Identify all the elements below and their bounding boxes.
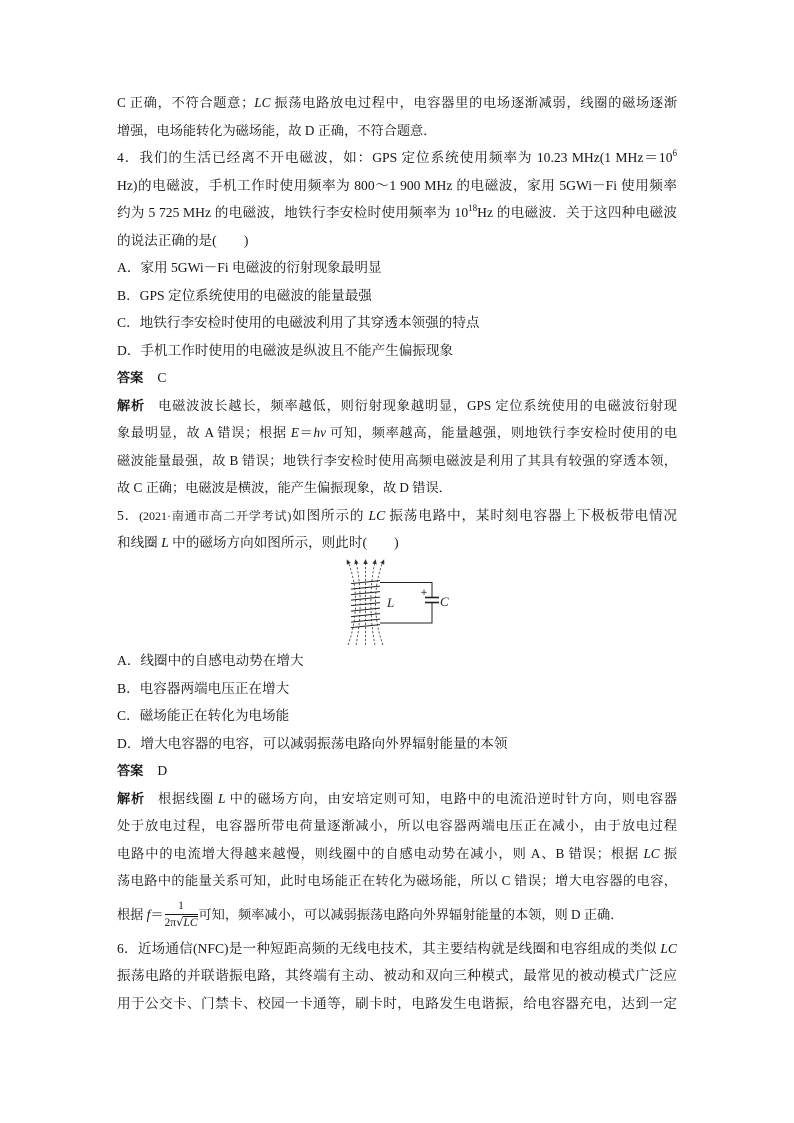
- math-symbol-l: L: [218, 790, 226, 806]
- analysis-line: [117, 419, 677, 447]
- text-run: C 正确，不符合题意；: [117, 95, 255, 110]
- question-3-analysis-continuation: [117, 89, 677, 144]
- text-run: 振: [659, 845, 678, 861]
- analysis-line: 荡电路中的能量关系可知，此时电场能正在转化为磁场能，所以 C 错误；增大电容器的电容，: [117, 873, 677, 888]
- denominator-coefficient: 2π: [164, 917, 177, 930]
- text-run: 中的磁场方向，由安培定则可知，电路中的电流沿逆时针方向，则电容器: [225, 790, 678, 806]
- question-6-stem: [117, 935, 677, 1018]
- text-run: 可知，频率越高，能量越强，则地铁行李安检时使用的电: [326, 425, 678, 440]
- math-symbol-lc: LC: [643, 845, 660, 861]
- analysis-line: 增强，电场能转化为磁场能，故 D 正确，不符合题意．: [117, 122, 437, 138]
- fraction-numerator: 1: [165, 900, 198, 915]
- math-symbol-e: E: [290, 425, 299, 440]
- superscript-exponent: 6: [672, 148, 677, 158]
- question-4-answer-line: [117, 364, 677, 392]
- question-stem-line: 振荡电路的并联谐振电路，其终端有主动、被动和双向三种模式，最常见的被动模式广泛应: [117, 968, 677, 983]
- question-4-option-b: B．GPS 定位系统使用的电磁波的能量最强: [117, 287, 372, 303]
- field-line: [348, 562, 356, 645]
- field-line: [356, 562, 360, 645]
- question-4-analysis: [117, 392, 677, 502]
- question-stem-line: [117, 935, 677, 963]
- question-number: 5．: [117, 507, 140, 523]
- equals-sign: ＝: [298, 425, 314, 440]
- text-run: 电路中的电流增大得越来越慢，则线圈中的自感电动势在减小，则 A、B 错误；根据: [117, 845, 644, 861]
- question-5-option-b: B．电容器两端电压正在增大: [117, 680, 290, 696]
- text-run: 根据线圈: [158, 790, 219, 806]
- question-stem-line: [117, 502, 677, 530]
- capacitor-plus-sign: +: [420, 587, 428, 598]
- question-4-stem: [117, 144, 677, 254]
- analysis-line: 磁波能量最强，故 B 错误；地铁行李安检时使用高频电磁波是利用了其具有较强的穿透本领，: [117, 452, 677, 468]
- frequency-formula-fraction: [165, 900, 198, 930]
- analysis-formula-line: [117, 895, 677, 935]
- analysis-line: [117, 840, 677, 868]
- text-run: 振荡电路放电过程中，电容器里的电场逐渐减弱，线圈的磁场逐渐: [270, 95, 678, 110]
- text-run: 可知，频率减小，可以减弱振荡电路向外界辐射能量的本领，则 D 正确．: [198, 906, 624, 922]
- text-run: 中的磁场方向如图所示，则此时( ): [168, 535, 399, 550]
- question-stem-line: [117, 199, 677, 227]
- question-5-stem: [117, 502, 677, 557]
- fraction-denominator: [165, 915, 198, 930]
- equals-sign: ＝: [150, 906, 164, 922]
- text-run: 6．近场通信(NFC)是一种短距高频的无线电技术，其主要结构就是线圈和电容组成的类似: [117, 940, 661, 956]
- question-5-analysis: [117, 785, 677, 935]
- math-symbol-l: L: [161, 535, 169, 550]
- answer-value: D: [157, 763, 168, 778]
- analysis-line: 故 C 正确；电磁波是横波，能产生偏振现象，故 D 错误．: [117, 480, 452, 495]
- text-run: 如图所示的: [291, 507, 369, 523]
- question-5-option-a: A．线圈中的自感电动势在增大: [117, 653, 304, 668]
- question-stem-line: 用于公交卡、门禁卡、校园一卡通等，刷卡时，电路发生电谐振，给电容器充电，达到一定: [117, 995, 677, 1011]
- radicand: LC: [183, 917, 198, 930]
- question-4-option-c: C．地铁行李安检时使用的电磁波利用了其穿透本领强的特点: [117, 315, 480, 330]
- question-stem-line: [117, 529, 677, 557]
- text-run: 根据: [117, 906, 147, 922]
- magnetic-field-lines: [348, 562, 383, 645]
- text-run: 象最明显，故 A 错误；根据: [117, 425, 291, 440]
- analysis-label: 解析: [117, 791, 146, 807]
- coil-label: L: [387, 594, 395, 610]
- lc-circuit-figure: [117, 557, 677, 648]
- answer-value: C: [157, 370, 167, 385]
- text-run: Hz 的电磁波．关于这四种电磁波: [477, 205, 677, 220]
- field-line: [376, 562, 384, 645]
- question-5-answer-line: [117, 757, 677, 785]
- text-run: 电磁波波长越长，频率越低，则衍射现象越明显，GPS 定位系统使用的电磁波衍射现: [158, 397, 677, 413]
- question-stem-line: [117, 144, 677, 172]
- text-run: 约为 5 725 MHz 的电磁波，地铁行李安检时使用频率为 10: [117, 205, 469, 220]
- math-symbol-lc: LC: [660, 940, 677, 956]
- answer-label: 答案: [117, 764, 144, 779]
- question-5-option-d: D．增大电容器的电容，可以减弱振荡电路向外界辐射能量的本领: [117, 735, 508, 751]
- question-stem-line: 的说法正确的是( ): [117, 232, 249, 248]
- capacitor-label: C: [440, 593, 449, 609]
- text-run: 和线圈: [117, 535, 162, 550]
- superscript-exponent: 18: [468, 203, 478, 213]
- math-symbol-lc: LC: [254, 95, 271, 110]
- text-run: 4．我们的生活已经离不开电磁波，如：GPS 定位系统使用频率为 10.23 MHz(1 MHz＝10: [117, 150, 673, 165]
- lc-circuit-diagram: [345, 557, 453, 647]
- question-5-option-c: C．磁场能正在转化为电场能: [117, 708, 290, 723]
- question-source: (2021·南通市高二开学考试): [139, 508, 292, 523]
- analysis-line: [117, 785, 677, 813]
- analysis-line: [117, 392, 677, 420]
- question-4-option-a: A．家用 5GWi－Fi 电磁波的衍射现象最明显: [117, 260, 382, 275]
- square-root-sign: √: [176, 915, 184, 930]
- question-4-option-d: D．手机工作时使用的电磁波是纵波且不能产生偏振现象: [117, 342, 454, 358]
- answer-label: 答案: [117, 371, 144, 386]
- analysis-label: 解析: [117, 398, 146, 414]
- analysis-line: [117, 89, 677, 117]
- question-stem-line: Hz)的电磁波，手机工作时使用频率为 800～1 900 MHz 的电磁波，家用 5GWi－Fi 使用频率: [117, 177, 677, 193]
- math-symbol-f: f: [146, 906, 151, 922]
- text-run: 振荡电路中，某时刻电容器上下极板带电情况: [385, 507, 677, 523]
- math-symbol-lc: LC: [368, 507, 386, 523]
- text-column: [117, 89, 677, 1017]
- math-symbol-h-nu: hν: [313, 425, 326, 440]
- analysis-line: 处于放电过程，电容器所带电荷量逐渐减小，所以电容器两端电压正在减小，由于放电过程: [117, 818, 677, 833]
